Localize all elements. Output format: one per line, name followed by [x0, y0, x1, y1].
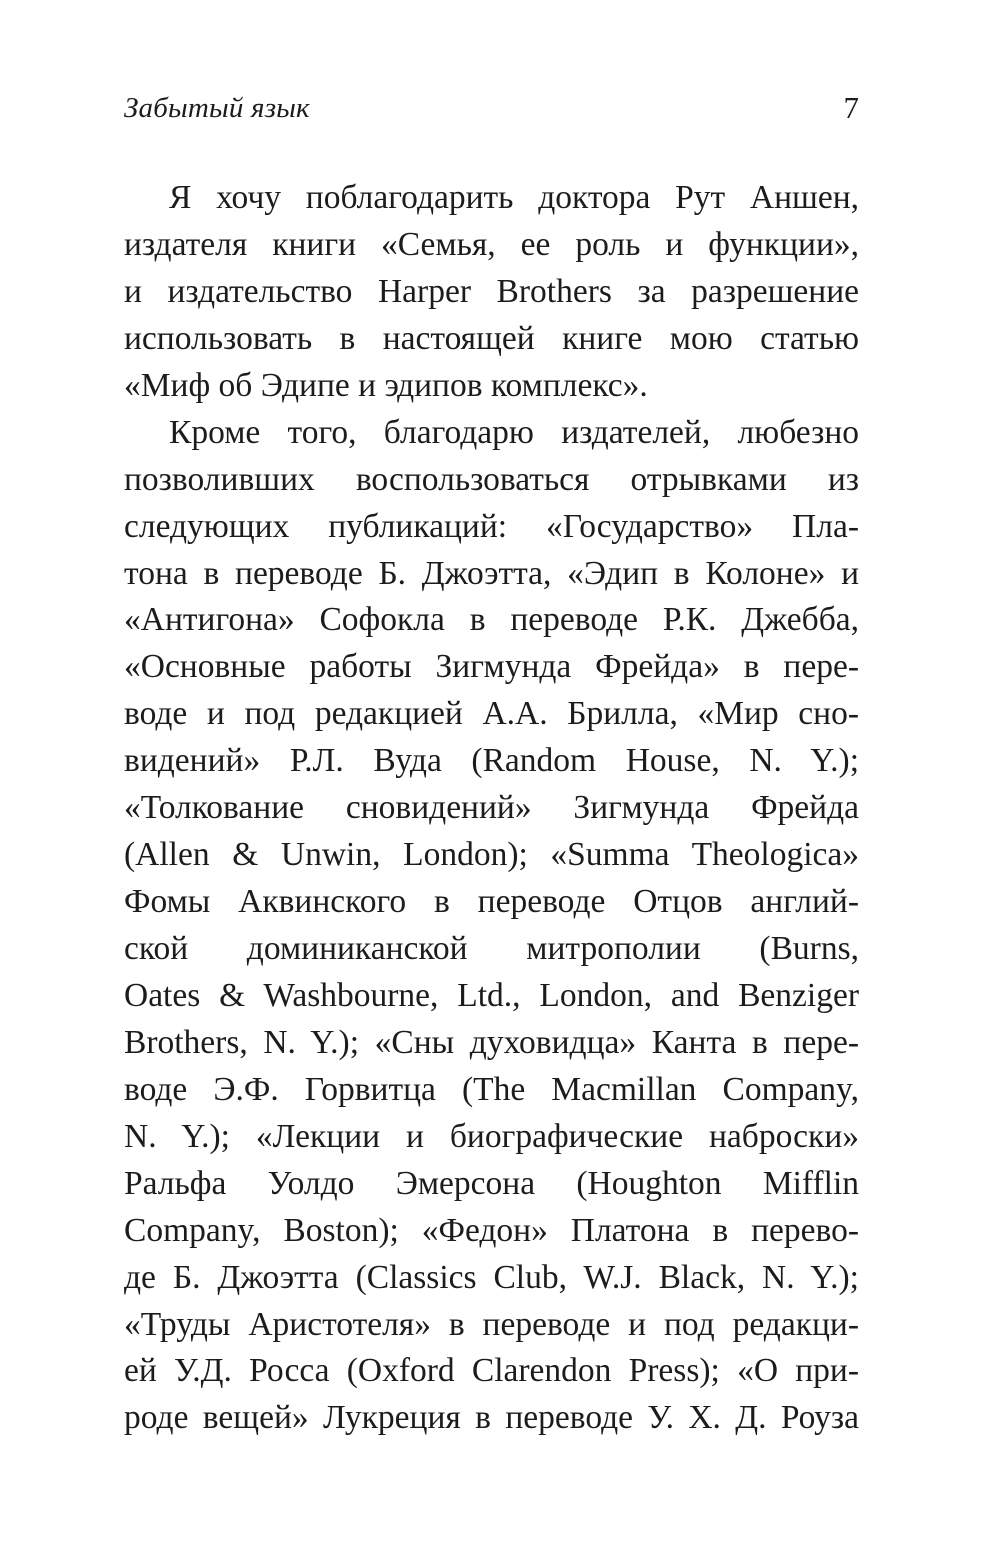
text-line: Company, Boston); «Федон» Платона в перево- — [124, 1211, 859, 1249]
text-line: Кроме того, благодарю издателей, любезно — [169, 413, 859, 451]
text-line: «Толкование сновидений» Зигмунда Фрейда — [124, 789, 859, 827]
text-line: издателя книги «Семья, ее роль и функции», — [124, 225, 859, 263]
text-line: Brothers, N. Y.); «Сны духовидца» Канта в пере- — [124, 1023, 859, 1061]
text-line: следующих публикаций: «Государство» Пла- — [124, 507, 859, 545]
text-line: Ральфа Уолдо Эмерсона (Houghton Mifflin — [124, 1164, 859, 1202]
running-title: Забытый язык — [124, 92, 310, 124]
text-line: тона в переводе Б. Джоэтта, «Эдип в Колоне» и — [124, 554, 859, 592]
text-line: N. Y.); «Лекции и биографические наброски» — [124, 1117, 859, 1155]
text-line: де Б. Джоэтта (Classics Club, W.J. Black, N. Y.); — [124, 1258, 859, 1296]
text-line: (Allen & Unwin, London); «Summa Theologica» — [124, 836, 859, 874]
text-line: Oates & Washbourne, Ltd., London, and Benziger — [124, 976, 859, 1014]
text-line: «Основные работы Зигмунда Фрейда» в пере- — [124, 648, 859, 686]
text-line: видений» Р.Л. Вуда (Random House, N. Y.); — [124, 742, 859, 780]
body-text — [124, 175, 859, 1442]
text-line: воде и под редакцией А.А. Брилла, «Мир сно- — [124, 695, 859, 733]
text-line: воде Э.Ф. Горвитца (The Macmillan Company, — [124, 1070, 859, 1108]
text-line: «Антигона» Софокла в переводе Р.К. Джебба, — [124, 601, 859, 639]
text-line: ской доминиканской митрополии (Burns, — [124, 930, 859, 967]
text-line: использовать в настоящей книге мою статью — [124, 319, 859, 357]
text-line: «Труды Аристотеля» в переводе и под редакци- — [124, 1305, 859, 1343]
running-header — [124, 86, 859, 130]
text-line: Фомы Аквинского в переводе Отцов англий- — [124, 883, 859, 921]
text-line: и издательство Harper Brothers за разрешение — [124, 272, 859, 310]
text-line: роде вещей» Лукреция в переводе У. Х. Д. Роуза — [124, 1399, 859, 1437]
text-line: ей У.Д. Росса (Oxford Clarendon Press); «О при- — [124, 1352, 859, 1390]
text-line: «Миф об Эдипе и эдипов комплекс». — [124, 366, 648, 404]
page-number: 7 — [843, 90, 859, 125]
text-line: позволивших воспользоваться отрывками из — [124, 460, 859, 498]
text-line: Я хочу поблагодарить доктора Рут Аншен, — [169, 179, 859, 216]
